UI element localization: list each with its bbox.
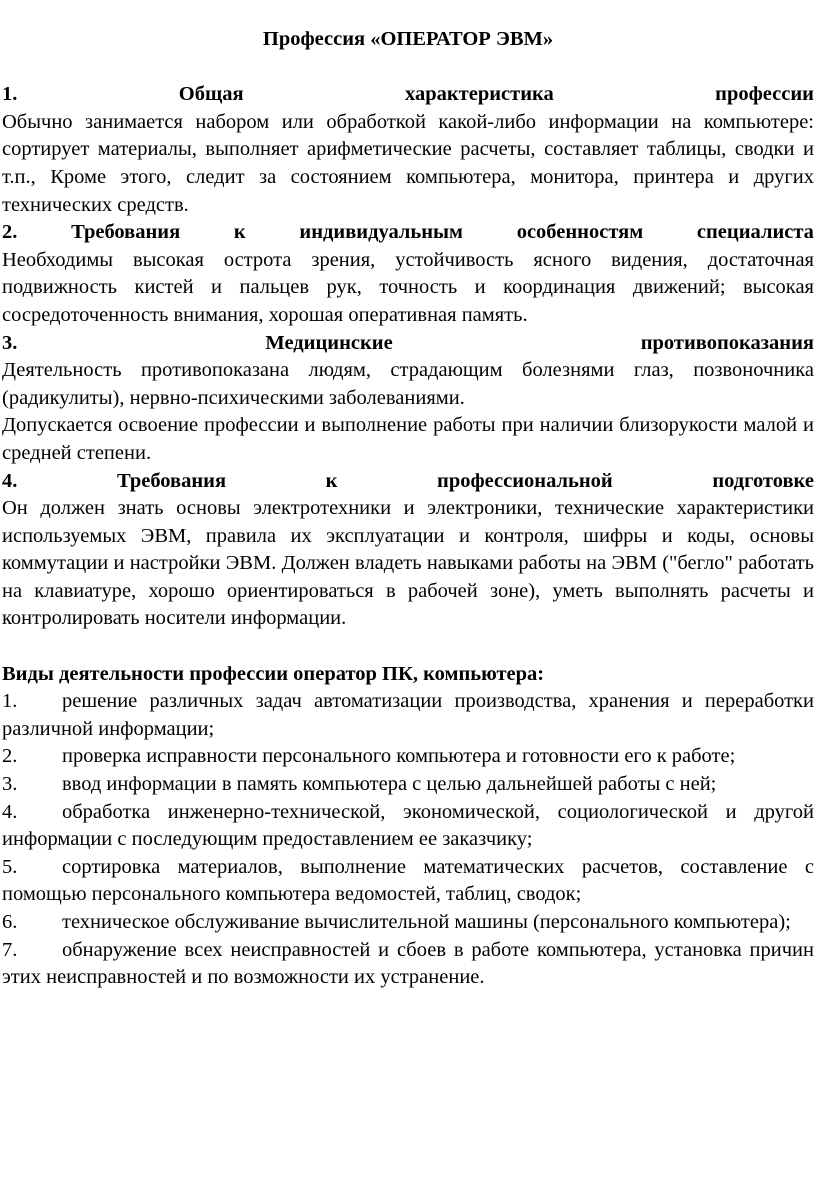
list-number: 4. xyxy=(2,800,18,823)
section-heading-2 xyxy=(2,219,814,247)
heading-word: к xyxy=(233,221,246,244)
section-heading-1 xyxy=(2,81,814,109)
list-number: 1. xyxy=(2,690,18,713)
heading-word: Общая xyxy=(178,83,244,106)
list-text: решение различных задач автоматизации производства, хранения и переработки различной информации; xyxy=(2,690,814,740)
list-text: проверка исправности персонального компьютера и готовности его к работе; xyxy=(62,745,736,768)
list-item xyxy=(2,909,814,937)
list-item xyxy=(2,743,814,771)
section-heading-3 xyxy=(2,330,814,358)
list-text: сортировка материалов, выполнение математических расчетов, составление с помощью персонального компьютера ведомостей, таблиц, сводок; xyxy=(2,855,814,906)
heading-word: 1. xyxy=(2,83,18,106)
list-item xyxy=(2,799,814,854)
heading-word: 4. xyxy=(2,469,18,492)
heading-word: противопоказания xyxy=(640,331,814,354)
section-2-paragraph: Необходимы высокая острота зрения, устойчивость ясного видения, достаточная подвижность кистей и пальцев рук, точность и координация движений; высокая сосредоточенность внимания, хорошая оперативная память. xyxy=(2,248,814,326)
heading-word: Требования xyxy=(116,469,227,492)
heading-word: к xyxy=(325,469,338,492)
list-number: 6. xyxy=(2,911,18,933)
list-text: техническое обслуживание вычислительной машины (персонального компьютера); xyxy=(62,911,791,933)
heading-word: 3. xyxy=(2,331,18,354)
heading-word: специалиста xyxy=(696,221,814,244)
list-number: 3. xyxy=(2,773,18,796)
list-item xyxy=(2,937,814,992)
heading-word: профессии xyxy=(715,83,814,106)
section-3-paragraph: Деятельность противопоказана людям, страдающим болезнями глаз, позвоночника (радикулиты), нервно-психическими заболеваниями. xyxy=(2,359,814,409)
heading-word: Медицинские xyxy=(265,331,393,354)
heading-word: характеристика xyxy=(404,83,554,106)
list-item xyxy=(2,688,814,743)
list-number: 2. xyxy=(2,745,18,768)
list-text: обнаружение всех неисправностей и сбоев в работе компьютера, установка причин этих неисправностей и по возможности их устранение. xyxy=(2,938,814,989)
heading-word: подготовке xyxy=(712,469,814,492)
list-text: ввод информации в память компьютера с целью дальнейшей работы с ней; xyxy=(62,773,717,796)
document-title: Профессия «ОПЕРАТОР ЭВМ» xyxy=(262,28,554,50)
heading-word: профессиональной xyxy=(437,469,613,492)
heading-word: индивидуальным xyxy=(299,221,463,244)
heading-word: особенностям xyxy=(516,221,644,244)
list-text: обработка инженерно-технической, экономической, социологической и другой информации с последующим предоставлением ее заказчику; xyxy=(2,800,814,851)
activity-types-title: Виды деятельности профессии оператор ПК, компьютера: xyxy=(2,662,545,685)
heading-word: Требования xyxy=(71,221,181,244)
section-1-paragraph: Обычно занимается набором или обработкой какой-либо информации на компьютере: сортирует материалы, выполняет арифметические расчеты, составляет таблицы, сводки и т.п., Кроме этого, следит за состоянием компьютера, монитора, принтера и других технических средств. xyxy=(2,110,814,216)
section-heading-4 xyxy=(2,468,814,496)
list-item xyxy=(2,854,814,909)
section-4-paragraph: Он должен знать основы электротехники и электроники, технические характеристики используемых ЭВМ, правила их эксплуатации и контроля, шифры и коды, основы коммутации и настройки ЭВМ. Должен владеть навыками работы на ЭВМ ("бегло" работать на клавиатуре, хорошо ориентироваться в рабочей зоне), уметь выполнять расчеты и контролировать носители информации. xyxy=(2,497,814,630)
heading-word: 2. xyxy=(2,221,18,244)
section-3-paragraph: Допускается освоение профессии и выполнение работы при наличии близорукости малой и средней степени. xyxy=(2,414,814,464)
spacer xyxy=(2,633,814,661)
list-number: 7. xyxy=(2,938,18,961)
list-item xyxy=(2,771,814,799)
list-number: 5. xyxy=(2,855,18,878)
